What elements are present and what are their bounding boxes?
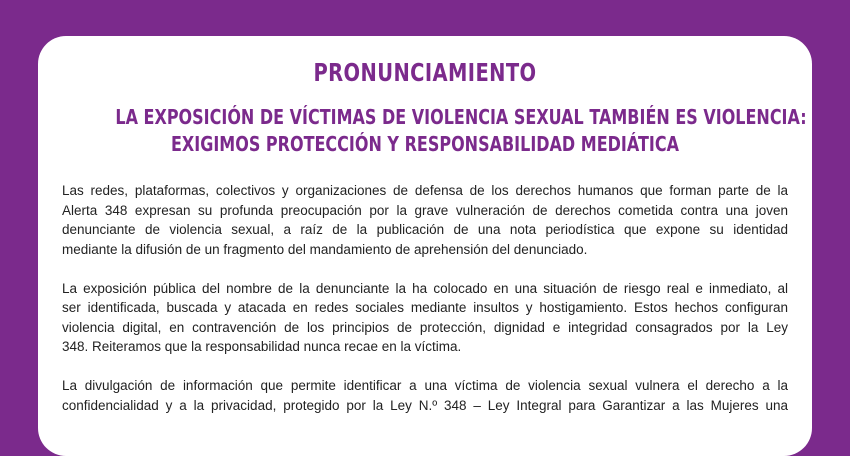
paragraph-line: Alerta 348 expresan su profunda preocupación por la grave vulneración de derechos cometida contra una joven (62, 202, 788, 218)
page-title: PRONUNCIAMIENTO (313, 58, 537, 87)
statement-body (62, 181, 788, 435)
paragraph-line: denunciante de violencia sexual, a raíz de la publicación de una nota periodística que expone su identidad (62, 222, 788, 237)
paragraph-line: La exposición pública del nombre de la denunciante la ha colocado en una situación de riesgo real e inmediato, al (62, 280, 788, 296)
paragraph-line: confidencialidad y a la privacidad, protegido por la Ley N.º 348 – Ley Integral para Garantizar a las Mujeres una (62, 397, 788, 413)
subtitle-line-1: LA EXPOSICIÓN DE VÍCTIMAS DE VIOLENCIA SEXUAL TAMBIÉN ES VIOLENCIA: (115, 105, 807, 129)
statement-card (38, 36, 812, 456)
paragraph-1 (62, 181, 788, 259)
paragraph-line: violencia digital, en contravención de los principios de protección, dignidad e integridad consagrados por la Ley (62, 319, 788, 335)
subtitle-line-2: EXIGIMOS PROTECCIÓN Y RESPONSABILIDAD MEDIÁTICA (171, 132, 679, 156)
page-subtitle (115, 104, 807, 158)
paragraph-line: 348. Reiteramos que la responsabilidad nunca recae en la víctima. (62, 339, 462, 354)
paragraph-2 (62, 279, 788, 357)
paragraph-line: La divulgación de información que permite identificar a una víctima de violencia sexual vulnera el derecho a la (62, 378, 788, 393)
paragraph-line: mediante la difusión de un fragmento del mandamiento de aprehensión del denunciado. (62, 241, 588, 257)
paragraph-line: ser identificada, buscada y atacada en redes sociales mediante insultos y hostigamiento. Estos hechos configuran (62, 300, 788, 315)
paragraph-line: Las redes, plataformas, colectivos y organizaciones de defensa de los derechos humanos que forman parte de la (62, 183, 788, 198)
paragraph-3 (62, 376, 788, 415)
